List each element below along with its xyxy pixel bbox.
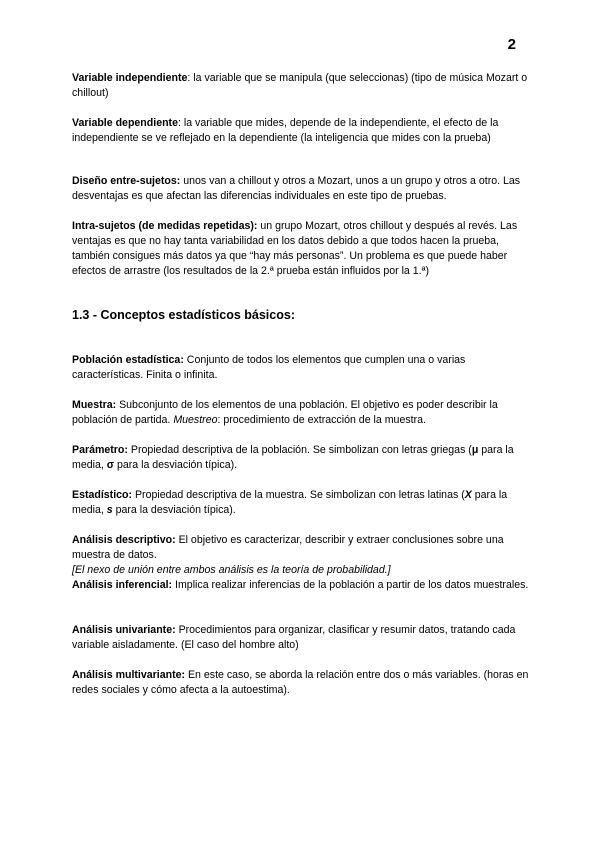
paragraph-poblacion <box>72 353 532 383</box>
definition-text-2: : procedimiento de extracción de la muestra. <box>217 414 426 426</box>
term-label: Variable dependiente <box>72 117 178 129</box>
paragraph-analisis-multivariante <box>72 668 532 698</box>
paragraph-analisis-univariante <box>72 623 532 653</box>
symbol-sigma: σ <box>106 459 114 471</box>
definition-text: Implica realizar inferencias de la población a partir de los datos muestrales. <box>172 579 529 591</box>
term-label: Variable independiente <box>72 72 188 84</box>
definition-text-3: para la desviación típica). <box>114 459 238 471</box>
paragraph-parametro <box>72 443 532 473</box>
term-label: Parámetro: <box>72 444 128 456</box>
page-number: 2 <box>507 36 516 53</box>
definition-text: Propiedad descriptiva de la muestra. Se simbolizan con letras latinas ( <box>132 489 465 501</box>
definition-text-3: para la desviación típica). <box>112 504 236 516</box>
term-label: Análisis descriptivo: <box>72 534 176 546</box>
definition-text: unos van a chillout y otros a Mozart, unos a un grupo y otros a otro. Las desventajas es que afectan las diferencias individuales en este tipo de pruebas. <box>72 175 521 202</box>
definition-text-2: para la media, <box>72 444 514 471</box>
term-label: Muestra: <box>72 399 117 411</box>
definition-text: Procedimientos para organizar, clasificar y resumir datos, tratando cada variable aisladamente. (El caso del hombre alto) <box>72 624 516 651</box>
paragraph-analisis-descriptivo <box>72 533 532 563</box>
symbol-s: s <box>106 504 113 516</box>
term-label: Población estadística: <box>72 354 184 366</box>
term-label: Diseño entre-sujetos: <box>72 175 181 187</box>
paragraph-estadistico <box>72 488 532 518</box>
definition-text-2: para la media, <box>72 489 508 516</box>
note-probability: [El nexo de unión entre ambos análisis es la teoría de probabilidad.] <box>72 564 391 576</box>
definition-text: un grupo Mozart, otros chillout y después al revés. Las ventajas es que no hay tanta variabilidad en los datos debido a que todos hacen la prueba, también consigues más datos ya que “hay más personas”. Un problema es que puede haber efectos de arrastre (los resultados de la 2.ª prueba están influidos por la 1.ª) <box>72 220 518 277</box>
term-label: Intra-sujetos (de medidas repetidas): <box>72 220 258 232</box>
term-label: Análisis multivariante: <box>72 669 186 681</box>
definition-text: Propiedad descriptiva de la población. Se simbolizan con letras griegas ( <box>127 444 472 456</box>
definition-text: : la variable que se manipula (que seleccionas) (tipo de música Mozart o chillout) <box>72 72 528 99</box>
definition-text: Subconjunto de los elementos de una población. El objetivo es poder describir la población de partida. <box>72 399 498 426</box>
paragraph-intra-sujetos <box>72 219 532 279</box>
definition-text: : la variable que mides, depende de la independiente, el efecto de la independiente se ve reflejado en la dependiente (la inteligencia que mides con la prueba) <box>72 117 499 144</box>
document-body <box>72 71 532 698</box>
term-label: Análisis inferencial: <box>72 579 173 591</box>
symbol-mu: μ <box>471 444 479 456</box>
paragraph-variable-dependiente <box>72 116 532 146</box>
definition-text: Conjunto de todos los elementos que cumplen una o varias características. Finita o infinita. <box>72 354 466 381</box>
definition-text: En este caso, se aborda la relación entre dos o más variables. (horas en redes sociales y cómo afecta a la autoestima). <box>72 669 529 696</box>
italic-term: Muestreo <box>173 414 218 426</box>
term-label: Análisis univariante: <box>72 624 176 636</box>
definition-text: El objetivo es caracterizar, describir y extraer conclusiones sobre una muestra de datos. <box>72 534 504 561</box>
section-title: 1.3 - Conceptos estadísticos básicos: <box>72 308 295 322</box>
paragraph-variable-independiente <box>72 71 532 101</box>
paragraph-entre-sujetos <box>72 174 532 204</box>
symbol-x-bar: X <box>464 489 472 501</box>
paragraph-muestra <box>72 398 532 428</box>
term-label: Estadístico: <box>72 489 133 501</box>
paragraph-analisis-inferencial <box>72 578 532 593</box>
